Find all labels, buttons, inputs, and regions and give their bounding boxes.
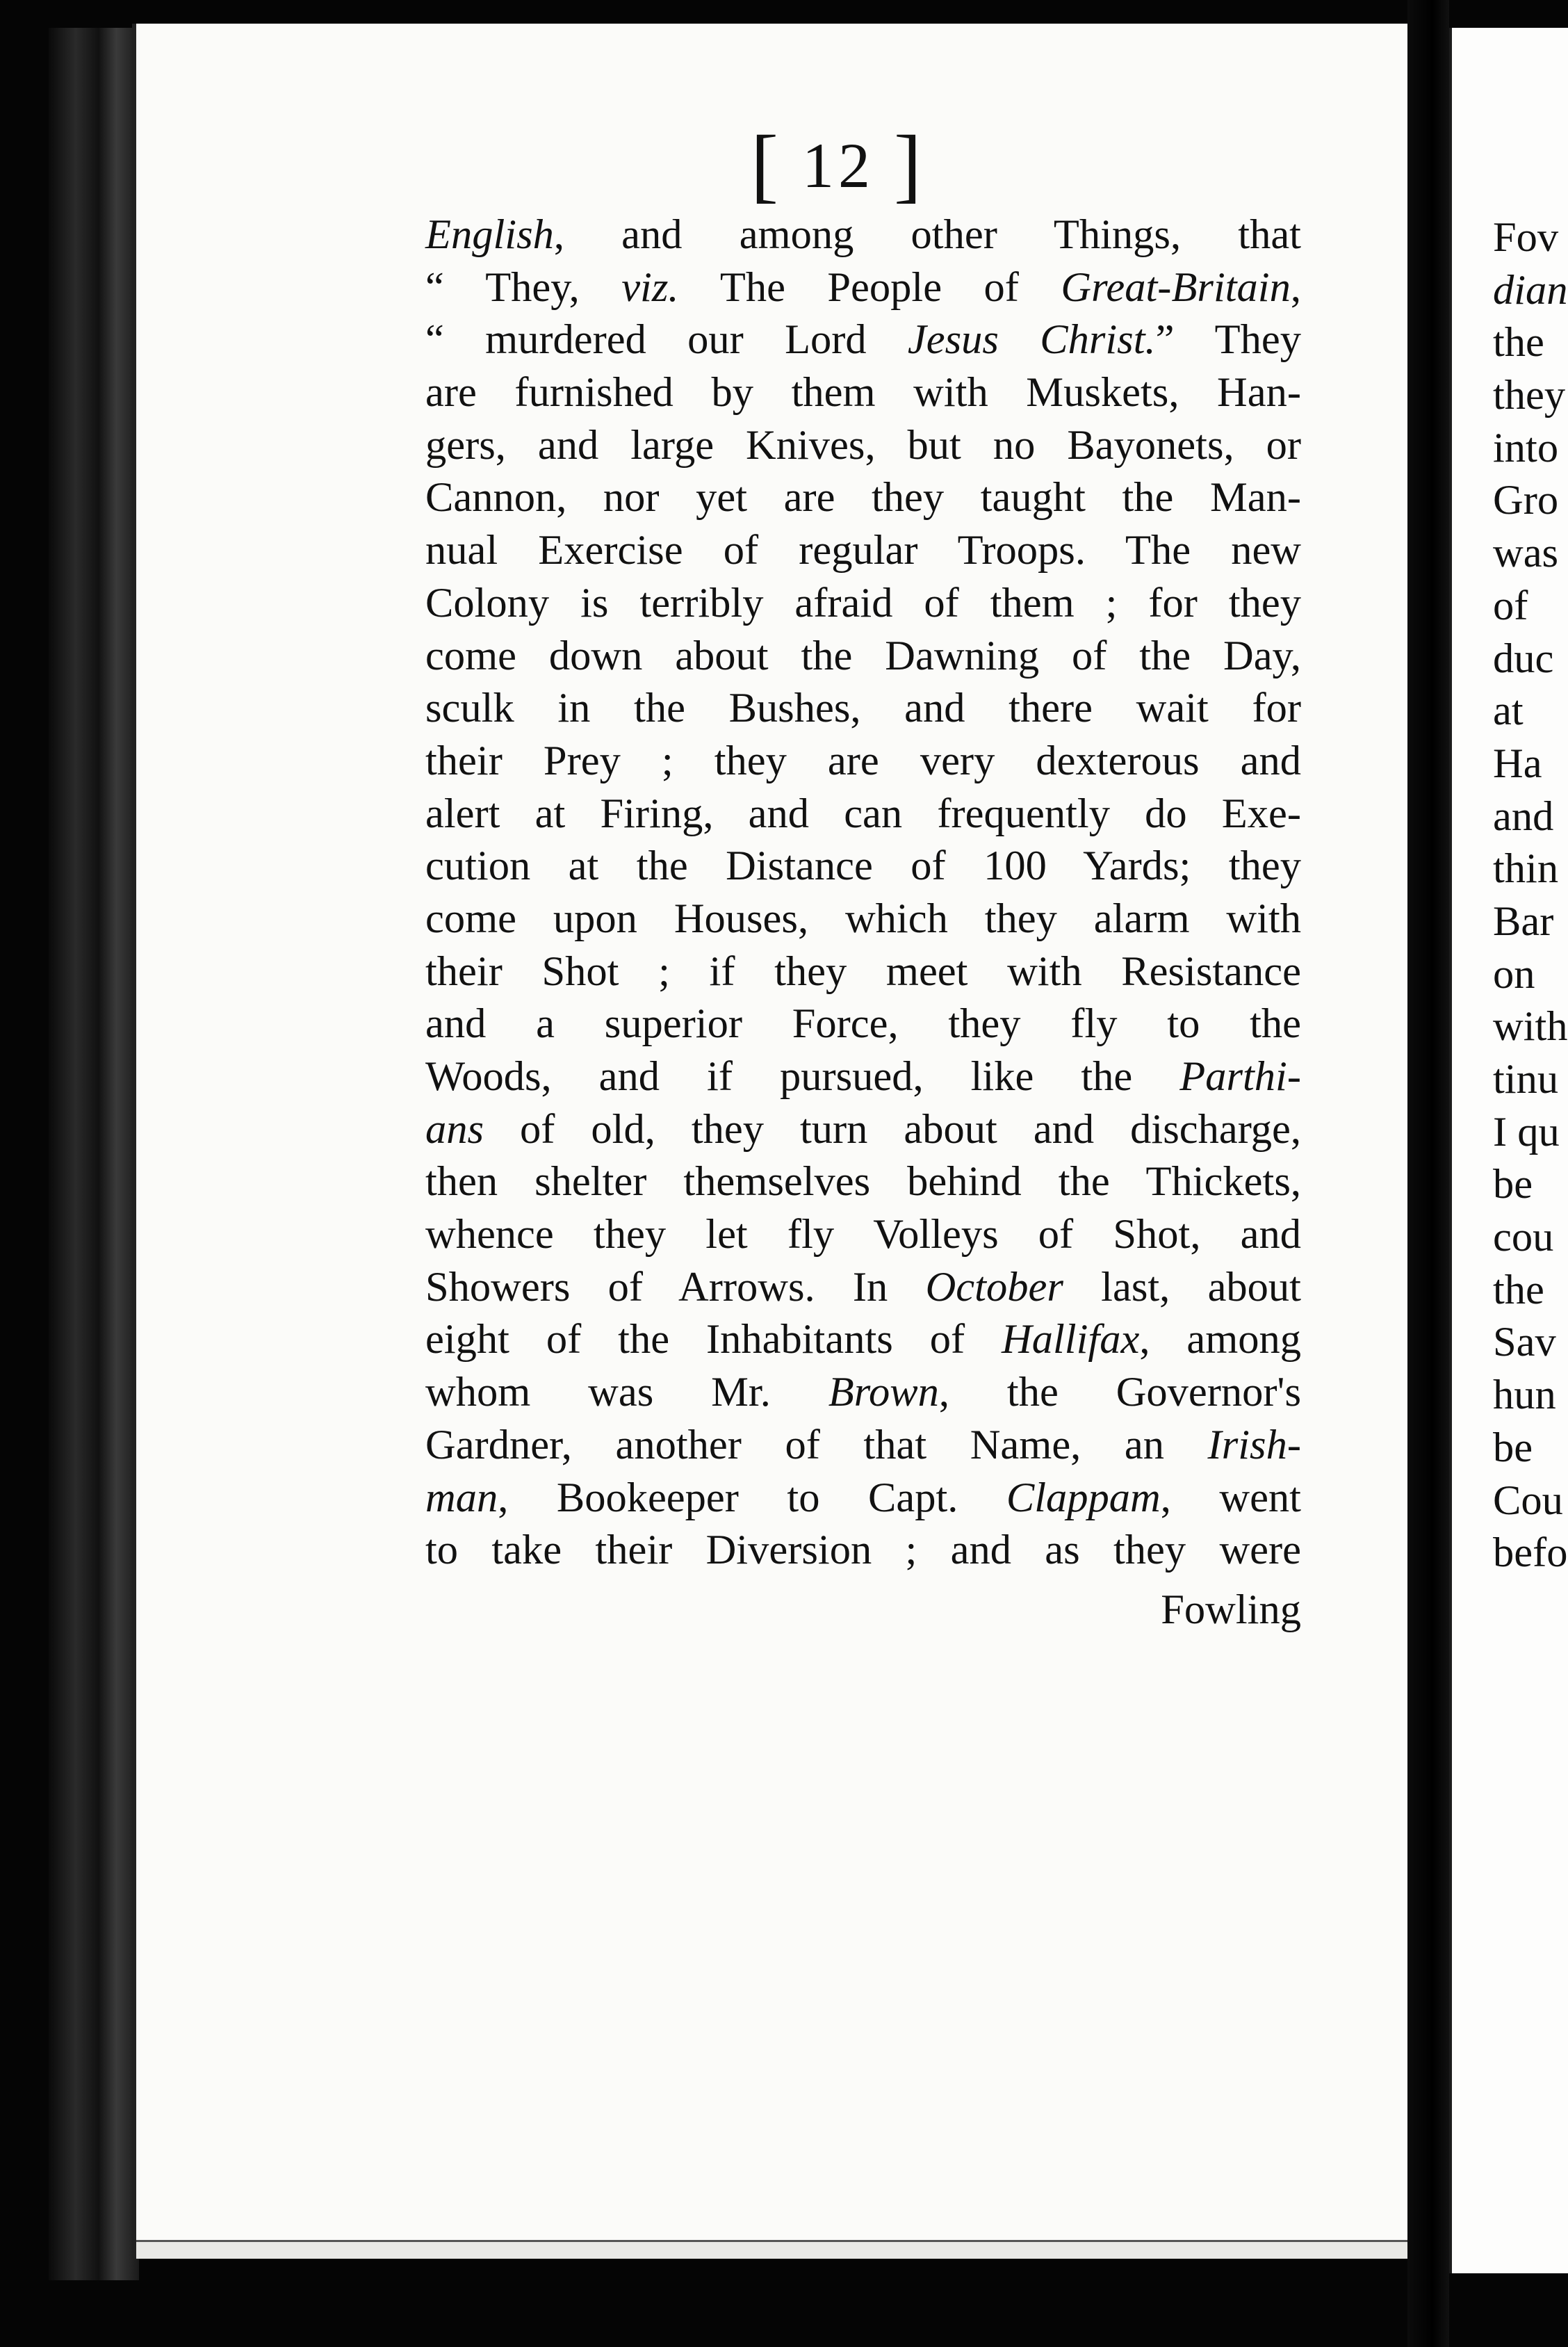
- facing-page-line: be: [1493, 1424, 1533, 1471]
- text-segment: Showers of Arrows. In: [425, 1263, 926, 1310]
- text-line: [425, 1103, 1301, 1156]
- book-fore-edge: [49, 28, 139, 2280]
- text-segment: Woods, and if pursued, like the: [425, 1053, 1180, 1100]
- body-text: [425, 209, 1301, 1637]
- facing-page-line: they: [1493, 372, 1566, 419]
- text-segment: come down about the Dawning of the Day,: [425, 632, 1301, 679]
- facing-page-line: befo: [1493, 1529, 1568, 1577]
- text-segment: Great-Britain: [1061, 263, 1291, 311]
- text-segment: man: [425, 1474, 498, 1521]
- text-line: [425, 998, 1301, 1050]
- text-segment: nual Exercise of regular Troops. The new: [425, 527, 1301, 574]
- text-segment: gers, and large Knives, but no Bayonets, or: [425, 421, 1301, 469]
- text-segment: and a superior Force, they fly to the: [425, 1000, 1301, 1048]
- text-segment: eight of the Inhabitants of: [425, 1316, 1002, 1363]
- facing-page-text: [1493, 211, 1568, 1579]
- text-segment: ” They: [1155, 316, 1301, 364]
- text-segment: , went: [1160, 1474, 1301, 1521]
- facing-page-line: the: [1493, 319, 1544, 366]
- text-segment: Colony is terribly afraid of them ; for they: [425, 579, 1301, 626]
- facing-page-line: cou: [1493, 1214, 1554, 1261]
- facing-page-line: the: [1493, 1266, 1544, 1313]
- facing-page-line: and: [1493, 793, 1554, 840]
- facing-page-line: was: [1493, 530, 1559, 577]
- text-segment: “ murdered our Lord: [425, 316, 908, 364]
- text-segment: then shelter themselves behind the Thickets,: [425, 1158, 1301, 1205]
- left-bracket: [: [751, 118, 783, 211]
- facing-page-line: I qu: [1493, 1108, 1560, 1155]
- facing-page-line: with: [1493, 1003, 1568, 1050]
- facing-page-line: Cou: [1493, 1477, 1563, 1524]
- text-line: [425, 682, 1301, 735]
- text-segment: October: [925, 1263, 1063, 1310]
- text-segment: sculk in the Bushes, and there wait for: [425, 685, 1301, 732]
- text-segment: to take their Diversion ; and as they were: [425, 1527, 1301, 1574]
- facing-page-line: duc: [1493, 635, 1554, 682]
- text-segment: Brown: [828, 1369, 939, 1416]
- facing-page-line: on: [1493, 950, 1535, 998]
- text-segment: alert at Firing, and can frequently do Exe-: [425, 790, 1301, 837]
- text-segment: Cannon, nor yet are they taught the Man-: [425, 474, 1301, 521]
- facing-page-line: dian: [1493, 266, 1568, 314]
- text-line: [425, 314, 1301, 366]
- text-line: [425, 630, 1301, 683]
- text-segment: their Shot ; if they meet with Resistance: [425, 948, 1301, 995]
- facing-page-line: at: [1493, 688, 1524, 735]
- text-line: [425, 366, 1301, 419]
- text-line: [425, 471, 1301, 524]
- text-segment: Clappam: [1006, 1474, 1161, 1521]
- text-line: [425, 1313, 1301, 1366]
- text-line: [425, 788, 1301, 840]
- text-segment: ,: [1290, 263, 1301, 311]
- text-segment: “ They,: [425, 263, 622, 311]
- text-segment: last, about: [1063, 1263, 1301, 1310]
- page-number: 12: [801, 130, 874, 201]
- facing-page-line: Ha: [1493, 740, 1542, 787]
- text-segment: Gardner, another of that Name, an: [425, 1421, 1208, 1468]
- text-line: [425, 1155, 1301, 1208]
- text-segment: , and among other Things, that: [553, 211, 1301, 258]
- book-gutter: [1407, 0, 1449, 2347]
- text-segment: Jesus Christ.: [907, 316, 1156, 364]
- text-line: [425, 945, 1301, 998]
- facing-page-line: Sav: [1493, 1319, 1556, 1366]
- right-bracket: ]: [893, 118, 926, 211]
- text-line: [425, 577, 1301, 630]
- text-segment: , among: [1139, 1316, 1302, 1363]
- facing-page-line: of: [1493, 582, 1528, 629]
- text-line: [425, 524, 1301, 577]
- text-line: [425, 735, 1301, 788]
- facing-page-line: be: [1493, 1161, 1533, 1208]
- text-line: [425, 893, 1301, 945]
- facing-page-line: Gro: [1493, 477, 1559, 524]
- text-segment: viz.: [621, 263, 679, 311]
- text-line: [425, 1050, 1301, 1103]
- text-segment: whom was Mr.: [425, 1369, 828, 1416]
- text-segment: are furnished by them with Muskets, Han-: [425, 369, 1301, 416]
- facing-page-line: Fov: [1493, 214, 1559, 261]
- facing-page-line: thin: [1493, 845, 1559, 893]
- text-line: [425, 1419, 1301, 1472]
- text-segment: of old, they turn about and discharge,: [484, 1105, 1301, 1153]
- text-line: [425, 1524, 1301, 1577]
- text-segment: English: [425, 211, 554, 258]
- text-segment: Parthi-: [1179, 1053, 1301, 1100]
- text-segment: Hallifax: [1002, 1316, 1140, 1363]
- text-line: [425, 840, 1301, 893]
- facing-page-line: hun: [1493, 1372, 1556, 1419]
- text-segment: , the Governor's: [938, 1369, 1301, 1416]
- text-line: [425, 1261, 1301, 1314]
- text-line: [425, 1472, 1301, 1525]
- catchword: Fowling: [1161, 1586, 1301, 1633]
- text-segment: their Prey ; they are very dexterous and: [425, 737, 1301, 784]
- text-segment: cution at the Distance of 100 Yards; they: [425, 843, 1301, 890]
- facing-page-line: Bar: [1493, 898, 1554, 945]
- text-line: [425, 419, 1301, 472]
- text-line: [425, 261, 1301, 314]
- text-segment: The People of: [678, 263, 1061, 311]
- text-segment: ans: [425, 1105, 484, 1153]
- text-segment: , Bookeeper to Capt.: [498, 1474, 1006, 1521]
- text-line: [425, 209, 1301, 261]
- running-head: [751, 111, 926, 211]
- text-line: [425, 1366, 1301, 1419]
- text-segment: Irish-: [1207, 1421, 1301, 1468]
- text-segment: come upon Houses, which they alarm with: [425, 895, 1301, 942]
- facing-page-line: into: [1493, 424, 1559, 471]
- text-line: [425, 1208, 1301, 1261]
- text-segment: whence they let fly Volleys of Shot, and: [425, 1211, 1301, 1258]
- facing-page-line: tinu: [1493, 1056, 1559, 1103]
